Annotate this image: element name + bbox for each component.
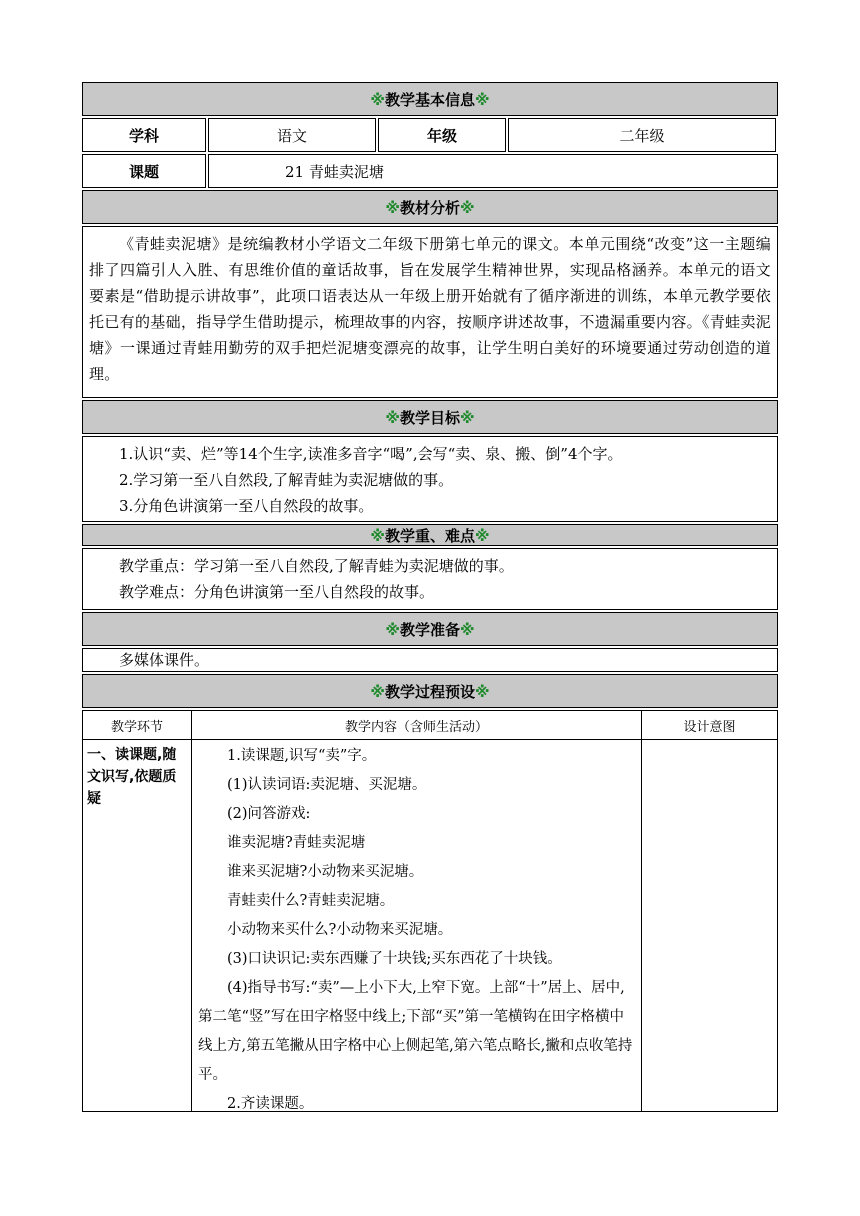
- section-header-key-points: [82, 524, 778, 546]
- section-header-process: [82, 674, 778, 708]
- material-analysis-text: 《青蛙卖泥塘》是统编教材小学语文二年级下册第七单元的课文。本单元围绕“改变”这一主题编排了四篇引人入胜、有思维价值的童话故事，旨在发展学生精神世界，实现品格涵养。本单元的语文要素是“借助提示讲故事”，此项口语表达从一年级上册开始就有了循序渐进的训练，本单元教学要依托已有的基础，指导学生借助提示，梳理故事的内容，按顺序讲述故事，不遗漏重要内容。《青蛙卖泥塘》一课通过青蛙用勤劳的双手把烂泥塘变漂亮的故事，让学生明白美好的环境要通过劳动创造的道理。: [82, 226, 778, 398]
- process-content: [192, 740, 641, 1119]
- process-col-stage: [83, 711, 192, 1111]
- content-line: (3)口诀识记:卖东西赚了十块钱;买东西花了十块钱。: [227, 951, 562, 967]
- content-line: 小动物来买什么?小动物来买泥塘。: [227, 922, 453, 938]
- section-header-basic-info: [82, 82, 778, 116]
- goal-item: 3.分角色讲演第一至八自然段的故事。: [119, 497, 374, 515]
- section-title: ※教材分析※: [385, 198, 475, 217]
- prep-text-box: [82, 648, 778, 672]
- goal-item: 2.学习第一至八自然段,了解青蛙为卖泥塘做的事。: [119, 471, 454, 489]
- process-stage: 一、读课题,随文识写,依题质疑: [87, 747, 177, 807]
- process-header-intent: 设计意图: [642, 711, 777, 740]
- section-title: ※教学目标※: [385, 408, 475, 427]
- content-line: (1)认读词语:卖泥塘、买泥塘。: [227, 777, 427, 793]
- topic-value: 21 青蛙卖泥塘: [208, 154, 778, 188]
- content-line: (4)指导书写:“卖”—上小下大,上窄下宽。上部“十”居上、居中,第二笔“竖”写在田字格竖中线上;下部“买”第一笔横钩在田字格横中线上方,第五笔撇从田字格中心上侧起笔,第六笔点略长,撇和点收笔持平。: [198, 980, 633, 1083]
- section-header-material: [82, 190, 778, 224]
- process-col-content: [192, 711, 642, 1111]
- goals-list: [82, 436, 778, 522]
- content-line: 青蛙卖什么?青蛙卖泥塘。: [227, 893, 395, 909]
- key-points-list: [82, 548, 778, 610]
- section-title: ※教学重、难点※: [370, 526, 490, 545]
- subject-value: 语文: [208, 118, 376, 152]
- goal-item: 1.认识“卖、烂”等14个生字,读准多音字“喝”,会写“卖、泉、搬、倒”4个字。: [119, 445, 623, 463]
- key-point-item: 教学难点：分角色讲演第一至八自然段的故事。: [119, 583, 435, 601]
- content-line: 1.读课题,识写“卖”字。: [227, 748, 377, 764]
- lesson-plan-table: [82, 82, 778, 1112]
- key-point-item: 教学重点：学习第一至八自然段,了解青蛙为卖泥塘做的事。: [119, 557, 514, 575]
- grade-label: 年级: [378, 118, 506, 152]
- content-line: (2)问答游戏:: [227, 806, 311, 822]
- process-col-intent: [642, 711, 777, 1111]
- content-line: 2.齐读课题。: [227, 1096, 314, 1112]
- prep-text: 多媒体课件。: [119, 651, 210, 669]
- section-header-goals: [82, 400, 778, 434]
- info-row-topic: [82, 154, 778, 188]
- topic-label: 课题: [82, 154, 206, 188]
- process-header-content: 教学内容（含师生活动）: [192, 711, 641, 740]
- process-header-stage: 教学环节: [83, 711, 191, 740]
- content-line: 谁卖泥塘?青蛙卖泥塘: [227, 835, 366, 851]
- process-table: [82, 710, 778, 1112]
- subject-label: 学科: [82, 118, 206, 152]
- content-line: 谁来买泥塘?小动物来买泥塘。: [227, 864, 424, 880]
- section-title: ※教学过程预设※: [370, 682, 490, 701]
- process-intent: [642, 740, 777, 742]
- grade-value: 二年级: [508, 118, 776, 152]
- section-title: ※教学基本信息※: [370, 90, 490, 109]
- info-row-subject: [82, 118, 778, 152]
- section-title: ※教学准备※: [385, 620, 475, 639]
- section-header-prep: [82, 612, 778, 646]
